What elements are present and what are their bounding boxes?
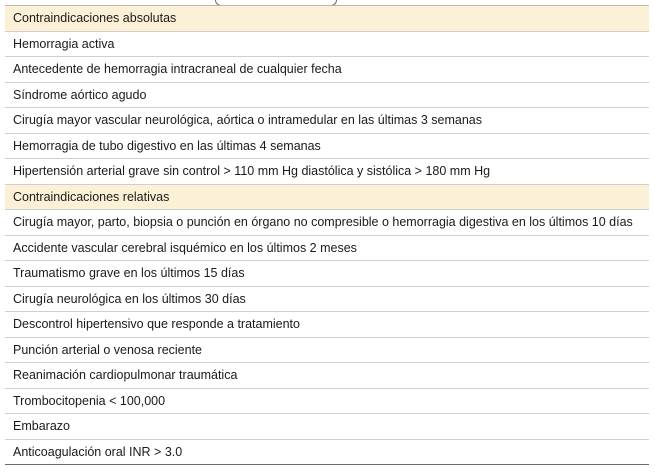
section-header-absolute: Contraindicaciones absolutas: [5, 6, 649, 32]
table-row: Embarazo: [5, 414, 649, 440]
table-row: Trombocitopenia < 100,000: [5, 389, 649, 415]
table-row: Anticoagulación oral INR > 3.0: [5, 440, 649, 466]
contraindications-table: [5, 6, 649, 465]
table-row: Reanimación cardiopulmonar traumática: [5, 363, 649, 389]
table-row: Hemorragia de tubo digestivo en las últimas 4 semanas: [5, 134, 649, 160]
table-row: Cirugía neurológica en los últimos 30 días: [5, 287, 649, 313]
table-row: Síndrome aórtico agudo: [5, 83, 649, 109]
table-row: Cirugía mayor vascular neurológica, aórtica o intramedular en las últimas 3 semanas: [5, 108, 649, 134]
table-row: Hemorragia activa: [5, 32, 649, 58]
section-header-relative: Contraindicaciones relativas: [5, 185, 649, 211]
table-row: Descontrol hipertensivo que responde a tratamiento: [5, 312, 649, 338]
table-row: Antecedente de hemorragia intracraneal de cualquier fecha: [5, 57, 649, 83]
table-row: Traumatismo grave en los últimos 15 días: [5, 261, 649, 287]
table-row: Hipertensión arterial grave sin control > 110 mm Hg diastólica y sistólica > 180 mm Hg: [5, 159, 649, 185]
table-row: Punción arterial o venosa reciente: [5, 338, 649, 364]
table-row: Accidente vascular cerebral isquémico en los últimos 2 meses: [5, 236, 649, 262]
table-row: Cirugía mayor, parto, biopsia o punción en órgano no compresible o hemorragia digestiva en los últimos 10 días: [5, 210, 649, 236]
